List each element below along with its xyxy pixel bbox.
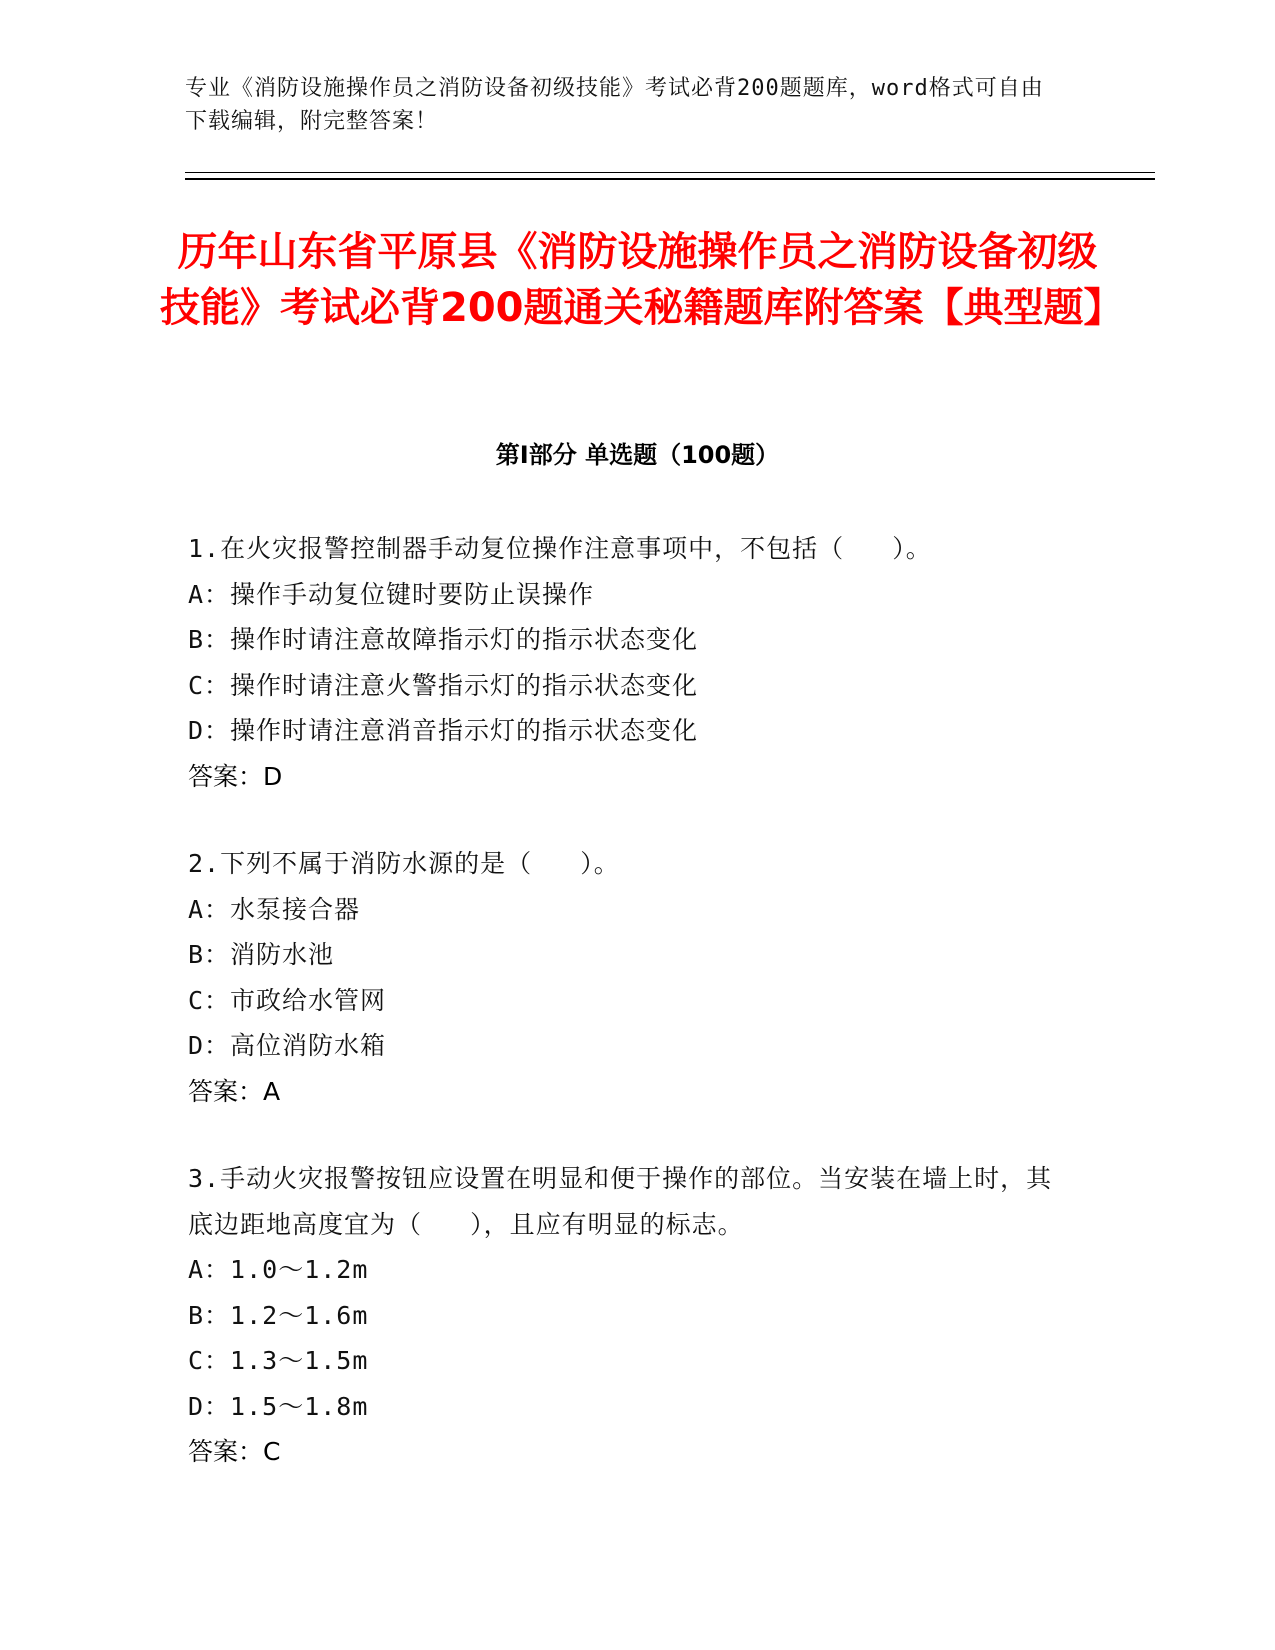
option-b: B：操作时请注意故障指示灯的指示状态变化	[188, 625, 699, 654]
option-d: D：1.5～1.8m	[188, 1391, 369, 1421]
option-c: C：1.3～1.5m	[188, 1346, 369, 1375]
answer-line: 答案：C	[188, 1437, 281, 1466]
question-item	[188, 1156, 1068, 1475]
answer-line: 答案：D	[188, 761, 283, 791]
document-title: 历年山东省平原县《消防设施操作员之消防设备初级技能》考试必背200题通关秘籍题库附答案【典型题】	[160, 229, 1124, 331]
option-a: A：1.0～1.2m	[188, 1255, 369, 1284]
question-item	[188, 526, 1068, 799]
option-a: A：操作手动复位键时要防止误操作	[188, 579, 595, 609]
answer-line: 答案：A	[188, 1076, 281, 1106]
option-d: D：操作时请注意消音指示灯的指示状态变化	[188, 716, 699, 745]
option-d: D：高位消防水箱	[188, 1031, 387, 1060]
question-stem: 1.在火灾报警控制器手动复位操作注意事项中，不包括（ ）。	[188, 534, 932, 563]
header-divider-thick	[185, 178, 1155, 180]
option-a: A：水泵接合器	[188, 894, 361, 924]
option-c: C：操作时请注意火警指示灯的指示状态变化	[188, 670, 699, 700]
option-c: C：市政给水管网	[188, 985, 387, 1015]
section-heading: 第I部分 单选题（100题）	[495, 441, 780, 469]
question-item	[188, 841, 1068, 1114]
option-b: B：消防水池	[188, 940, 335, 969]
question-stem: 3.手动火灾报警按钮应设置在明显和便于操作的部位。当安装在墙上时，其底边距地高度宜为（ ），且应有明显的标志。	[188, 1164, 1053, 1239]
question-list	[188, 526, 1068, 1475]
option-b: B：1.2～1.6m	[188, 1300, 369, 1330]
header-note: 专业《消防设施操作员之消防设备初级技能》考试必背200题题库，word格式可自由下载编辑，附完整答案！	[185, 76, 1044, 134]
question-stem: 2.下列不属于消防水源的是（ ）。	[188, 849, 620, 878]
header-divider-thin	[185, 172, 1155, 173]
